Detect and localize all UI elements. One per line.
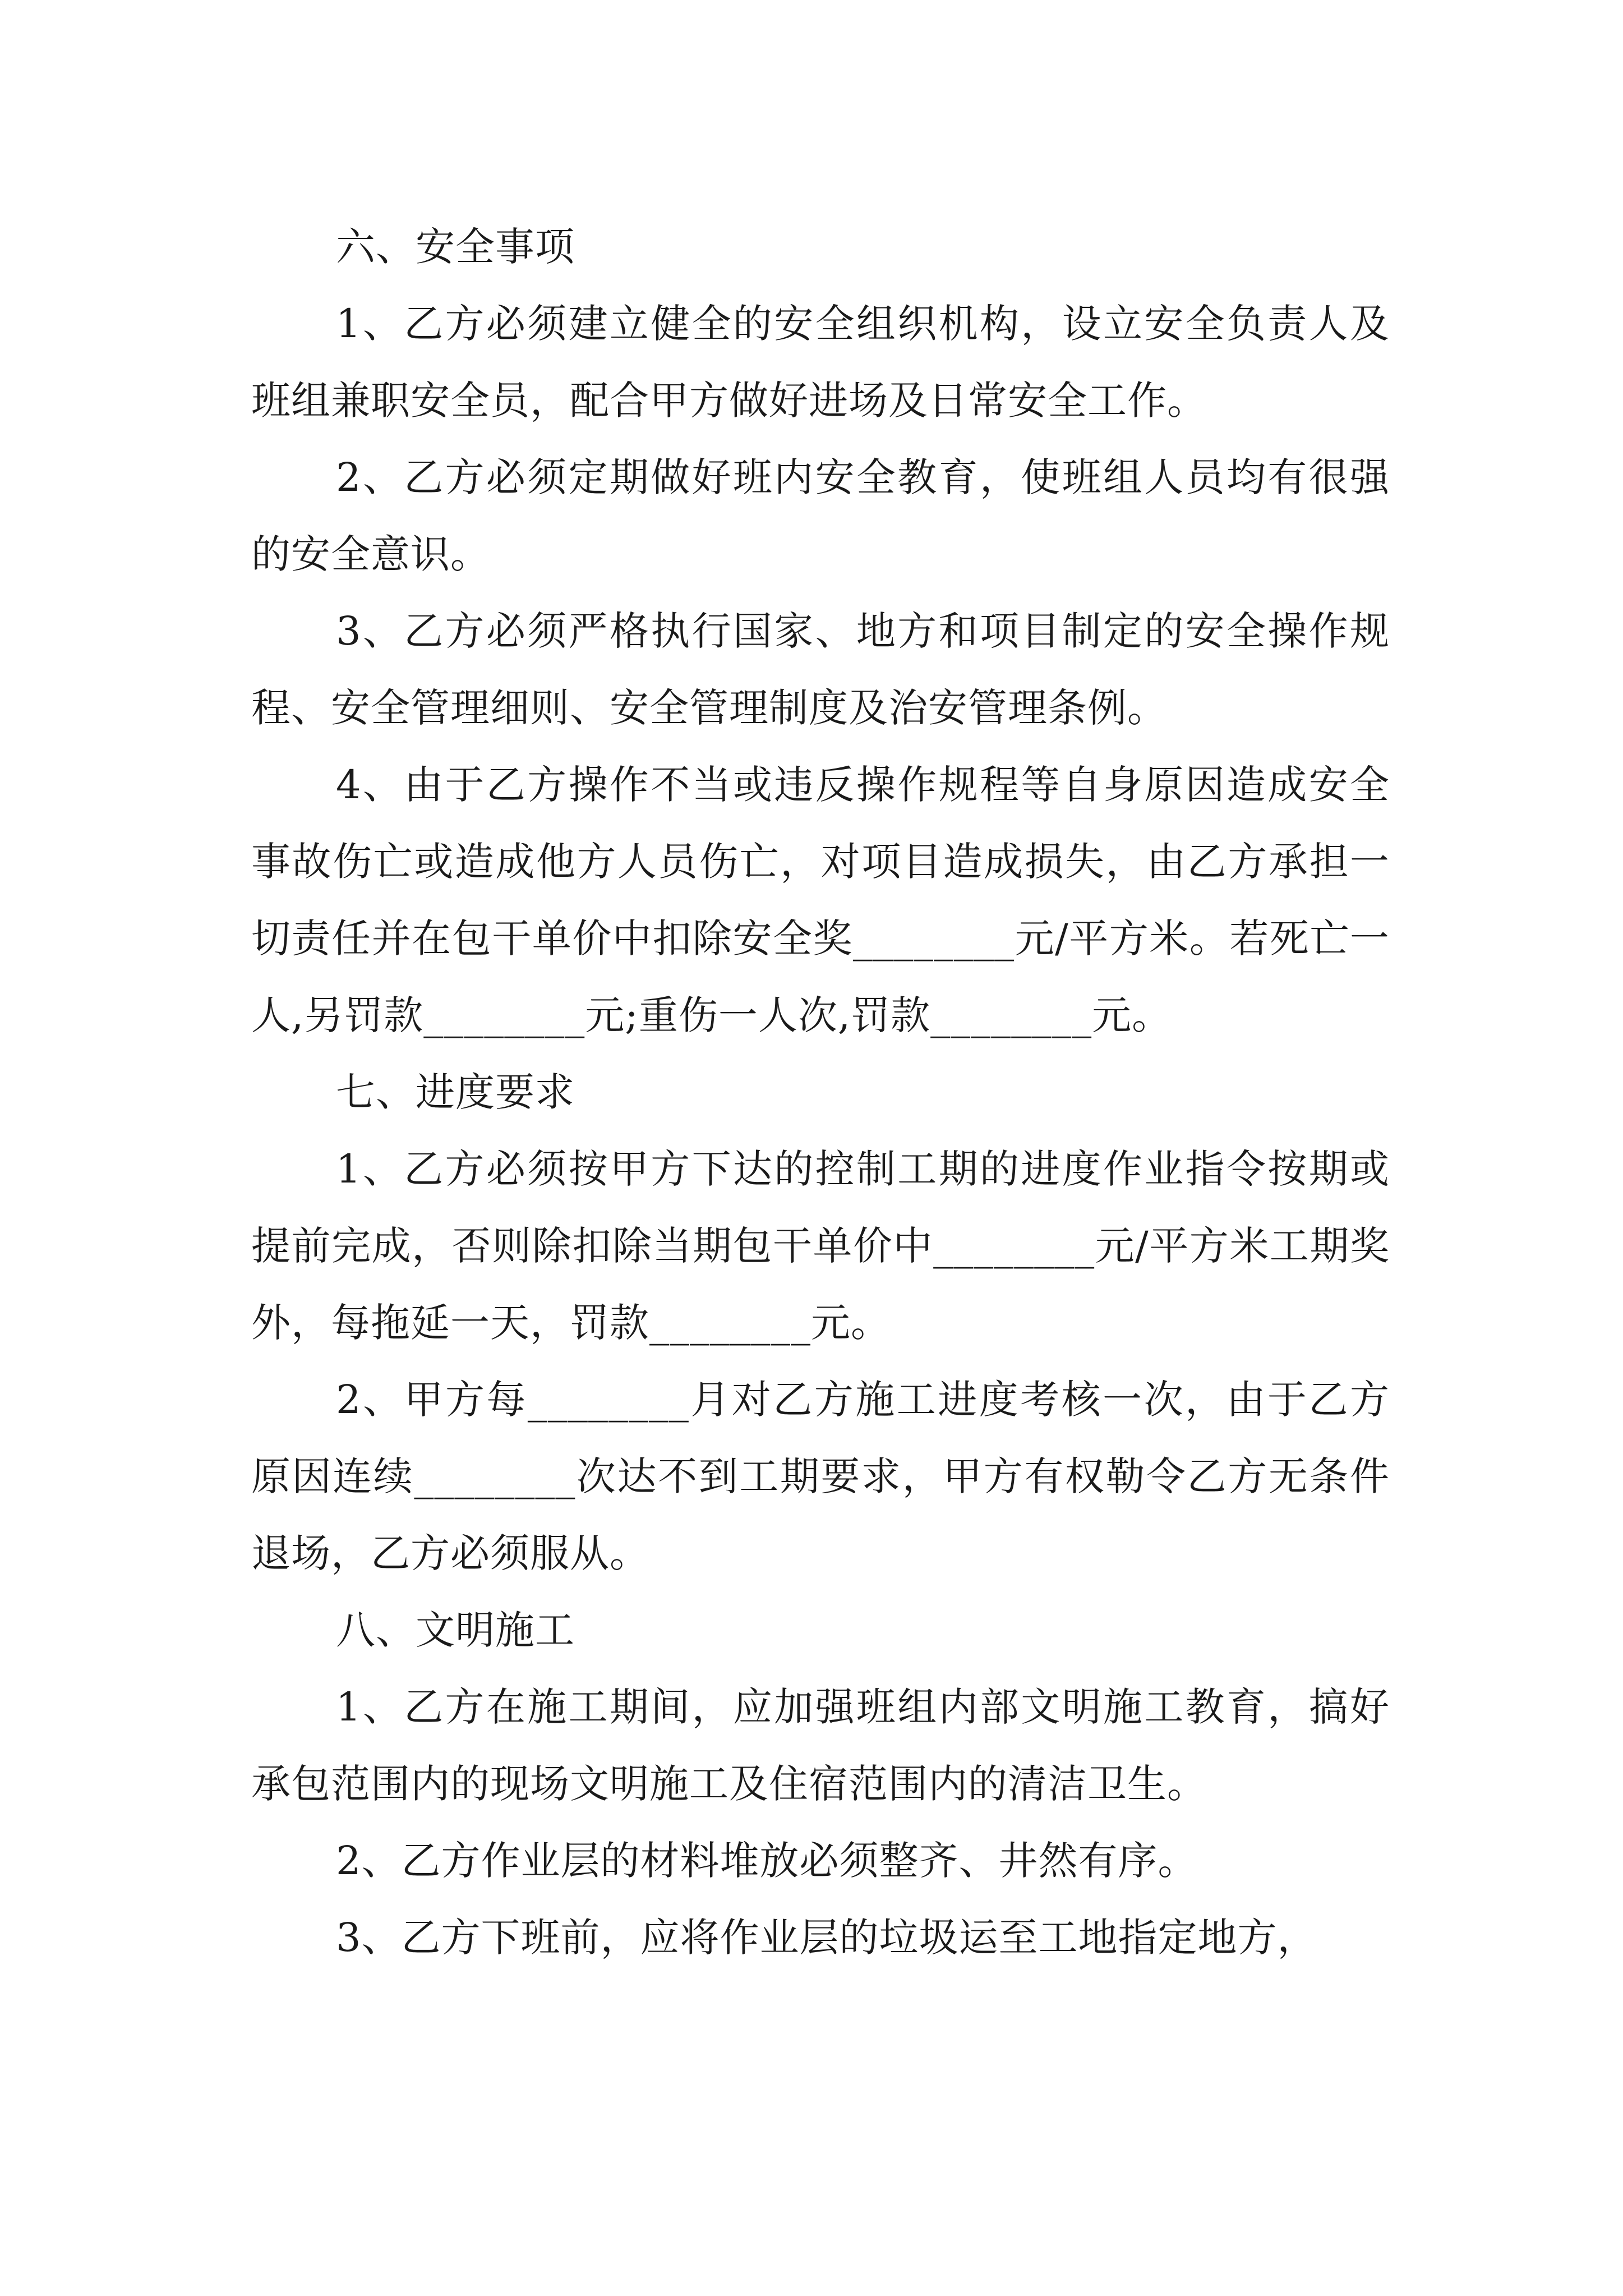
section-7-item-2: 2、甲方每________月对乙方施工进度考核一次，由于乙方原因连续________次达不到工期要求，甲方有权勒令乙方无条件退场，乙方必须服从。 [251,1377,1390,1576]
section-8-item-2: 2、乙方作业层的材料堆放必须整齐、井然有序。 [336,1838,1198,1884]
section-6-heading: 六、安全事项 [336,224,575,270]
section-6-item-4: 4、由于乙方操作不当或违反操作规程等自身原因造成安全事故伤亡或造成他方人员伤亡，对项目造成损失，由乙方承担一切责任并在包干单价中扣除安全奖________元/平方米。若死亡一人,另罚款________元;重伤一人次,罚款________元。 [251,762,1390,1038]
section-8-item-1: 1、乙方在施工期间，应加强班组内部文明施工教育，搞好承包范围内的现场文明施工及住宿范围内的清洁卫生。 [251,1684,1390,1807]
document-body [251,209,1390,1976]
section-6-item-2: 2、乙方必须定期做好班内安全教育，使班组人员均有很强的安全意识。 [251,454,1390,577]
section-6-item-1: 1、乙方必须建立健全的安全组织机构，设立安全负责人及班组兼职安全员，配合甲方做好进场及日常安全工作。 [251,301,1390,424]
section-7-heading: 七、进度要求 [336,1069,575,1115]
section-8-heading: 八、文明施工 [336,1607,575,1653]
section-8-item-3: 3、乙方下班前，应将作业层的垃圾运至工地指定地方， [336,1915,1317,1961]
section-7-item-1: 1、乙方必须按甲方下达的控制工期的进度作业指令按期或提前完成，否则除扣除当期包干单价中________元/平方米工期奖外，每拖延一天，罚款________元。 [251,1146,1390,1346]
section-6-item-3: 3、乙方必须严格执行国家、地方和项目制定的安全操作规程、安全管理细则、安全管理制度及治安管理条例。 [251,608,1390,731]
